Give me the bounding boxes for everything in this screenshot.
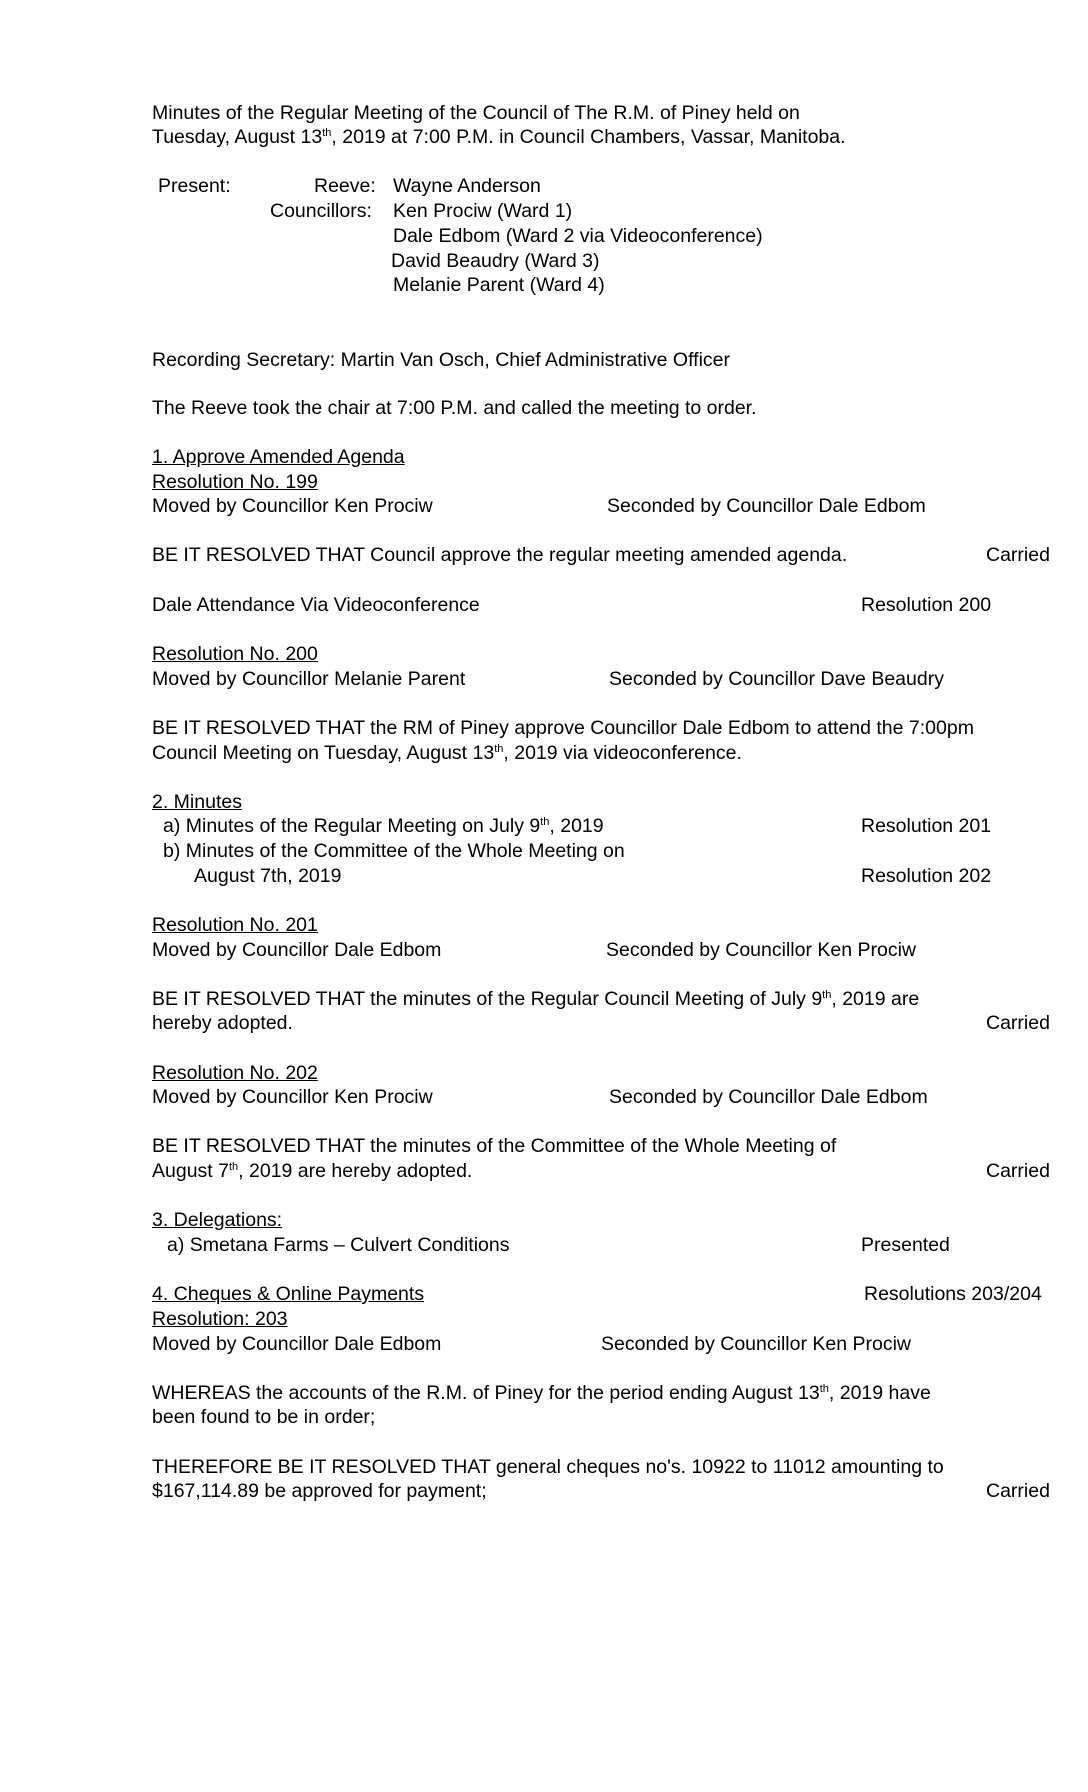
resolution-201-seconded: Seconded by Councillor Ken Prociw <box>606 939 917 961</box>
section-4-reference: Resolutions 203/204 <box>864 1283 1042 1305</box>
resolution-202-text-2b: , 2019 are hereby adopted. <box>238 1160 473 1182</box>
minutes-item-a-reference: Resolution 201 <box>861 815 992 837</box>
minutes-title-line-2 <box>152 128 846 148</box>
resolution-200-date-suffix: th <box>494 743 504 755</box>
resolution-203-number: Resolution: 203 <box>152 1308 288 1330</box>
resolution-199-number: Resolution No. 199 <box>152 471 318 493</box>
resolution-200-seconded: Seconded by Councillor Dave Beaudry <box>609 668 944 690</box>
recording-secretary: Recording Secretary: Martin Van Osch, Chief Administrative Officer <box>152 349 731 371</box>
resolution-202-number: Resolution No. 202 <box>152 1062 318 1084</box>
resolution-203-therefore-1: THEREFORE BE IT RESOLVED THAT general cheques no's. 10922 to 11012 amounting to <box>152 1456 944 1478</box>
section-3-heading: 3. Delegations: <box>152 1209 283 1231</box>
resolution-202-date-suffix: th <box>228 1161 239 1173</box>
councillor-ward-1: Ken Prociw (Ward 1) <box>393 200 573 222</box>
councillor-ward-3: David Beaudry (Ward 3) <box>391 250 600 272</box>
councillors-label: Councillors: <box>270 200 372 222</box>
resolution-201-status: Carried <box>986 1012 1050 1034</box>
resolution-203-whereas-2: been found to be in order; <box>152 1406 376 1428</box>
minutes-item-b-line-1: b) Minutes of the Committee of the Whole Meeting on <box>163 840 625 862</box>
resolution-200-text-2b: , 2019 via videoconference. <box>503 742 742 764</box>
resolution-199-status: Carried <box>986 544 1050 566</box>
resolution-200-text-2a: Council Meeting on Tuesday, August 13 <box>152 742 495 764</box>
resolution-200-text-1: BE IT RESOLVED THAT the RM of Piney approve Councillor Dale Edbom to attend the 7:00pm <box>152 717 974 739</box>
minutes-item-b-reference: Resolution 202 <box>861 865 992 887</box>
resolution-203-moved: Moved by Councillor Dale Edbom <box>152 1333 442 1355</box>
section-2-heading: 2. Minutes <box>152 791 242 813</box>
resolution-203-therefore-2: $167,114.89 be approved for payment; <box>152 1480 487 1502</box>
minutes-item-a <box>163 817 604 837</box>
resolution-202-status: Carried <box>986 1160 1050 1182</box>
section-4-heading: 4. Cheques & Online Payments <box>152 1283 425 1305</box>
title-location-text: , 2019 at 7:00 P.M. in Council Chambers, Vassar, Manitoba. <box>331 126 846 148</box>
resolution-199-seconded: Seconded by Councillor Dale Edbom <box>607 495 926 517</box>
resolution-203-whereas-1b: , 2019 have <box>828 1382 931 1404</box>
resolution-203-whereas-1 <box>152 1384 931 1404</box>
resolution-201-date-suffix: th <box>822 989 832 1001</box>
delegation-item-a: a) Smetana Farms – Culvert Conditions <box>167 1234 510 1256</box>
resolution-203-date-suffix: th <box>819 1383 829 1395</box>
minutes-item-a-text: a) Minutes of the Regular Meeting on July 9 <box>163 815 541 837</box>
reeve-label: Reeve: <box>314 175 376 197</box>
minutes-item-b-line-2: August 7th, 2019 <box>194 865 342 887</box>
resolution-202-text-1: BE IT RESOLVED THAT the minutes of the Committee of the Whole Meeting of <box>152 1135 837 1157</box>
resolution-203-whereas-1a: WHEREAS the accounts of the R.M. of Piney for the period ending August 13 <box>152 1382 820 1404</box>
resolution-202-text-2 <box>152 1162 472 1182</box>
present-label: Present: <box>158 175 231 197</box>
resolution-200-number: Resolution No. 200 <box>152 643 318 665</box>
delegation-item-a-status: Presented <box>861 1234 950 1256</box>
reeve-name: Wayne Anderson <box>393 175 541 197</box>
title-date-text: Tuesday, August 13 <box>152 126 323 148</box>
dale-attendance-reference: Resolution 200 <box>861 594 992 616</box>
resolution-199-moved: Moved by Councillor Ken Prociw <box>152 495 433 517</box>
dale-attendance-title: Dale Attendance Via Videoconference <box>152 594 480 616</box>
section-1-heading: 1. Approve Amended Agenda <box>152 446 405 468</box>
resolution-202-text-2a: August 7 <box>152 1160 229 1182</box>
resolution-202-moved: Moved by Councillor Ken Prociw <box>152 1086 433 1108</box>
councillor-ward-4: Melanie Parent (Ward 4) <box>393 274 605 296</box>
resolution-200-text-2 <box>152 744 742 764</box>
resolution-201-number: Resolution No. 201 <box>152 914 318 936</box>
resolution-201-text-1a: BE IT RESOLVED THAT the minutes of the Regular Council Meeting of July 9 <box>152 988 823 1010</box>
chair-statement: The Reeve took the chair at 7:00 P.M. and called the meeting to order. <box>152 397 757 419</box>
resolution-203-seconded: Seconded by Councillor Ken Prociw <box>601 1333 912 1355</box>
minutes-title-line-1: Minutes of the Regular Meeting of the Council of The R.M. of Piney held on <box>152 102 800 124</box>
minutes-item-a-suffix: th <box>540 816 550 828</box>
title-date-suffix: th <box>322 127 332 139</box>
resolution-201-text-1 <box>152 990 919 1010</box>
resolution-203-status: Carried <box>986 1480 1050 1502</box>
councillor-ward-2: Dale Edbom (Ward 2 via Videoconference) <box>393 225 763 247</box>
resolution-201-moved: Moved by Councillor Dale Edbom <box>152 939 442 961</box>
minutes-item-a-year: , 2019 <box>549 815 604 837</box>
resolution-202-seconded: Seconded by Councillor Dale Edbom <box>609 1086 928 1108</box>
resolution-201-text-2: hereby adopted. <box>152 1012 293 1034</box>
resolution-199-text: BE IT RESOLVED THAT Council approve the regular meeting amended agenda. <box>152 544 848 566</box>
resolution-201-text-1b: , 2019 are <box>831 988 920 1010</box>
resolution-200-moved: Moved by Councillor Melanie Parent <box>152 668 466 690</box>
